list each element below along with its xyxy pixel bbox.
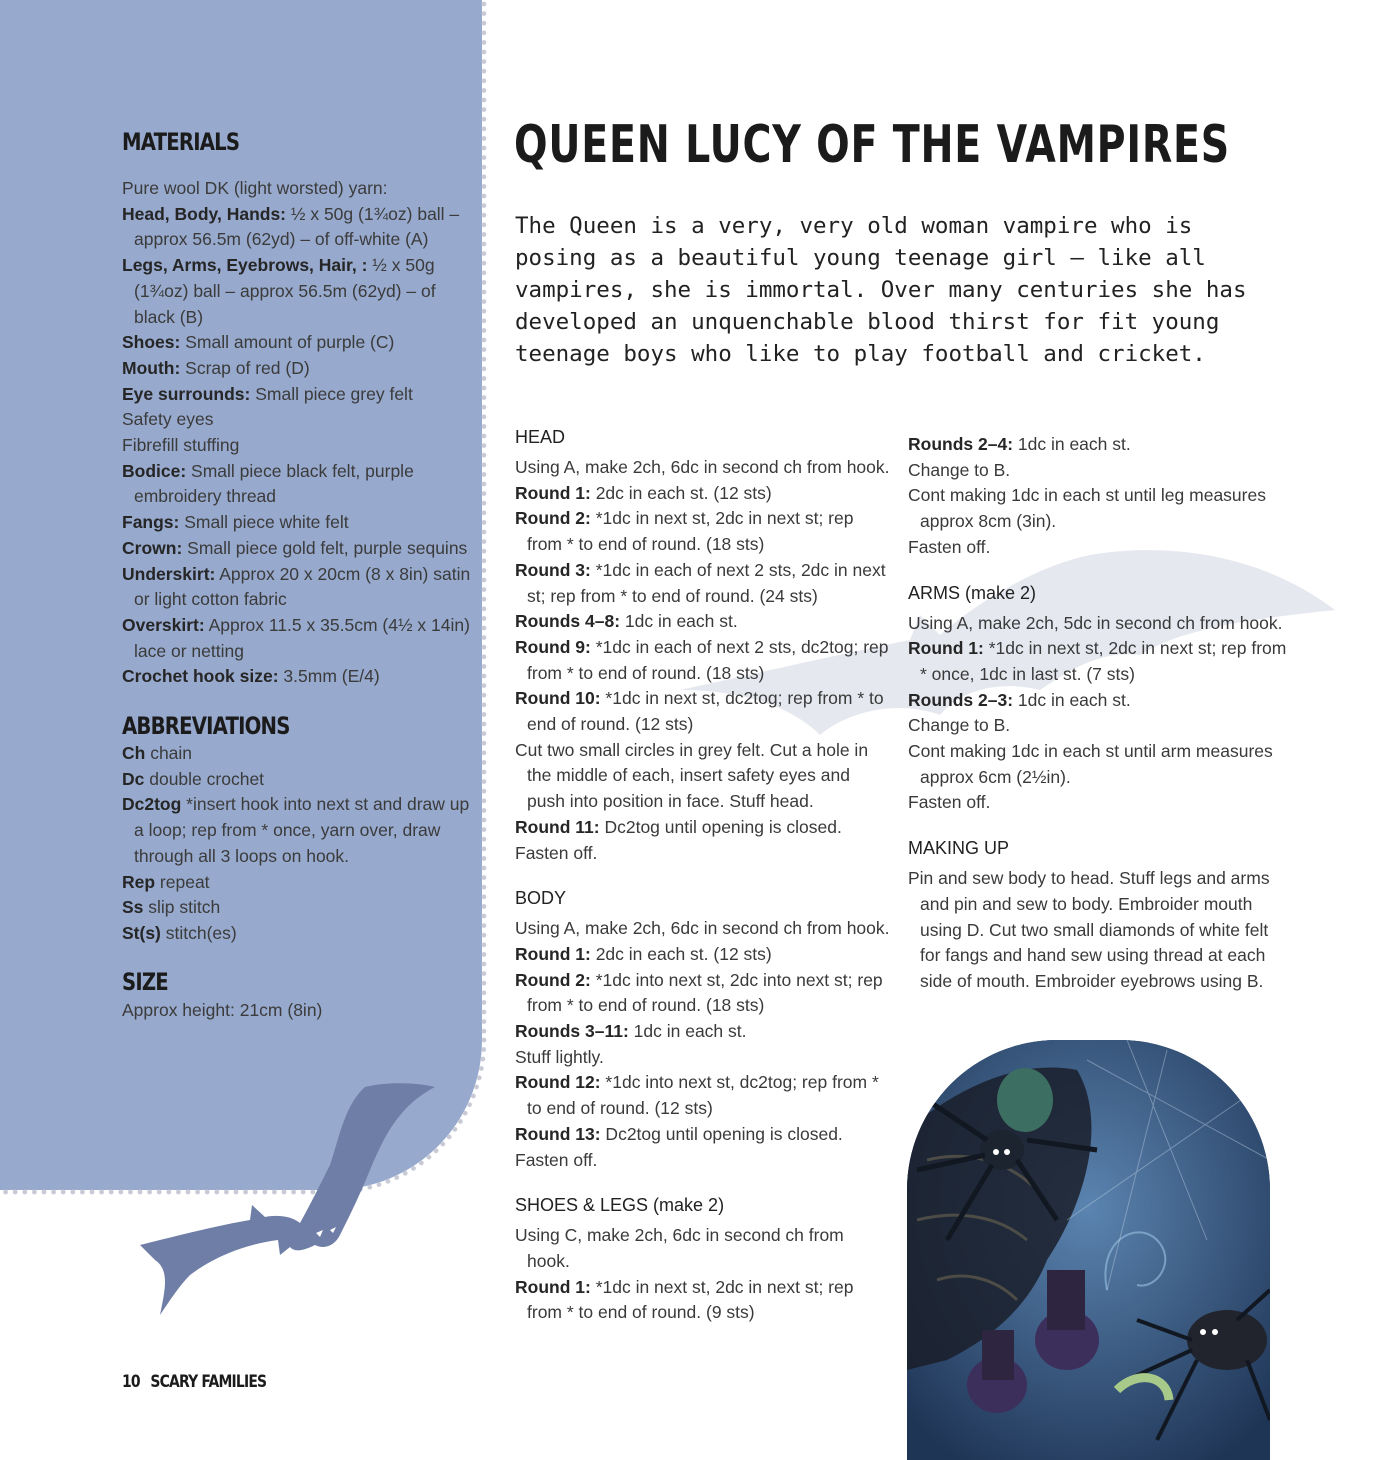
border-dot (467, 1102, 472, 1107)
border-dot (482, 501, 487, 506)
text-line (122, 356, 472, 382)
term-text: ½ x 50g (1¾oz) ball – approx 56.5m (62yd) – of off-white (A) (134, 203, 460, 250)
border-dot (482, 645, 487, 650)
term-label: Round 1: (515, 943, 591, 964)
border-dot (482, 136, 487, 141)
border-dot (482, 818, 487, 823)
border-dot (482, 117, 487, 122)
instructions-column-1 (515, 425, 890, 1326)
border-dot (482, 59, 487, 64)
term-text: *1dc in next st, 2dc in next st; rep from * to end of round. (9 sts) (527, 1276, 854, 1323)
text-line (908, 713, 1288, 739)
border-dot (482, 309, 487, 314)
border-dot (482, 462, 487, 467)
border-dot (482, 942, 487, 947)
border-dot (482, 683, 487, 688)
border-dot (482, 904, 487, 909)
border-dot (51, 1190, 56, 1195)
term-text: 2dc in each st. (12 sts) (590, 482, 772, 503)
border-dot (482, 299, 487, 304)
border-dot (482, 338, 487, 343)
text-line (515, 815, 890, 841)
border-dot (482, 21, 487, 26)
border-dot (482, 328, 487, 333)
text-line (122, 562, 472, 613)
text-line (122, 613, 472, 664)
text-line (515, 1122, 890, 1148)
border-dot (70, 1190, 75, 1195)
border-dot (482, 558, 487, 563)
text-line (908, 432, 1288, 458)
border-dot (474, 1085, 479, 1090)
border-dot (447, 1134, 452, 1139)
text-line (122, 792, 472, 869)
term-text: 1dc in each st. (1013, 434, 1131, 454)
text-line (122, 433, 472, 459)
border-dot (482, 261, 487, 266)
border-dot (471, 1094, 476, 1099)
term-text: Dc2tog until opening is closed. (599, 816, 842, 837)
text-line (122, 510, 472, 536)
border-dot (482, 568, 487, 573)
border-dot (482, 549, 487, 554)
text-line (515, 1019, 890, 1045)
border-dot (482, 270, 487, 275)
border-dot (482, 146, 487, 151)
border-dot (482, 808, 487, 813)
border-dot (482, 453, 487, 458)
border-dot (482, 981, 487, 986)
section-body (515, 455, 890, 866)
term-text: Change to B. (908, 715, 1011, 736)
term-label: Round 1: (908, 638, 984, 659)
border-dot (482, 731, 487, 736)
section-body (515, 916, 890, 1173)
border-dot (480, 1057, 485, 1062)
size-heading: SIZE (122, 968, 168, 996)
text-line (122, 330, 472, 356)
border-dot (482, 866, 487, 871)
term-label: Overskirt: (122, 614, 205, 635)
term-label: Ss (122, 897, 144, 918)
term-text: Fasten off. (515, 842, 598, 863)
border-dot (482, 597, 487, 602)
term-label: Round 3: (515, 559, 591, 580)
term-label: Shoes: (122, 332, 181, 353)
border-dot (482, 98, 487, 103)
border-dot (482, 472, 487, 477)
border-dot (482, 990, 487, 995)
border-dot (482, 750, 487, 755)
border-dot (482, 894, 487, 899)
term-text: Fasten off. (908, 536, 991, 557)
border-dot (482, 741, 487, 746)
border-dot (482, 789, 487, 794)
term-label: Legs, Arms, Eyebrows, Hair, : (122, 255, 368, 276)
border-dot (482, 722, 487, 727)
term-label: Round 2: (515, 508, 591, 529)
border-dot (482, 712, 487, 717)
text-line (515, 506, 890, 557)
border-dot (482, 923, 487, 928)
page-title: QUEEN LUCY OF THE VAMPIRES (514, 115, 1231, 175)
border-dot (482, 50, 487, 55)
term-label: St(s) (122, 922, 161, 943)
term-text: Dc2tog until opening is closed. (600, 1123, 843, 1144)
term-text: double crochet (144, 768, 265, 789)
border-dot (482, 482, 487, 487)
border-dot (482, 290, 487, 295)
term-label: Rounds 3–11: (515, 1021, 629, 1042)
term-label: Rounds 4–8: (515, 611, 621, 632)
border-dot (482, 626, 487, 631)
term-text: ½ x 50g (1¾oz) ball – approx 56.5m (62yd) – of black (B) (134, 255, 436, 327)
border-dot (109, 1190, 114, 1195)
text-line (515, 916, 890, 942)
border-dot (482, 952, 487, 957)
term-text: Safety eyes (122, 409, 214, 430)
border-dot (482, 424, 487, 429)
border-dot (482, 693, 487, 698)
page-footer (122, 1372, 266, 1392)
term-label: Dc (122, 768, 145, 789)
term-text: Small piece gold felt, purple sequins (182, 537, 468, 558)
border-dot (482, 587, 487, 592)
text-line (908, 866, 1288, 995)
term-text: Change to B. (908, 459, 1011, 480)
term-label: Rep (122, 871, 156, 892)
border-dot (482, 1000, 487, 1005)
border-dot (80, 1190, 85, 1195)
text-line (122, 253, 472, 330)
term-text: chain (145, 743, 193, 763)
text-line (908, 636, 1288, 687)
text-line (122, 870, 472, 896)
border-dot (458, 1119, 463, 1124)
term-text: *1dc in next st, 2dc in next st; rep from * once, 1dc in last st. (7 sts) (920, 638, 1287, 684)
text-line (122, 921, 472, 947)
border-dot (482, 827, 487, 832)
border-dot (479, 1066, 484, 1071)
border-dot (482, 107, 487, 112)
border-dot (482, 386, 487, 391)
border-dot (61, 1190, 66, 1195)
term-text: stitch(es) (160, 922, 237, 943)
section-body (908, 432, 1288, 561)
border-dot (482, 510, 487, 515)
term-text: Cont making 1dc in each st until leg measures approx 8cm (3in). (908, 485, 1266, 532)
term-text: *1dc in next st, 2dc in next st; rep from * to end of round. (18 sts) (527, 508, 854, 555)
term-text: Stuff lightly. (515, 1046, 604, 1067)
border-dot (482, 702, 487, 707)
text-line (122, 767, 472, 793)
term-text: Fibrefill stuffing (122, 435, 240, 456)
border-dot (482, 616, 487, 621)
text-line (908, 483, 1288, 534)
border-dot (482, 126, 487, 131)
term-label: Head, Body, Hands: (122, 203, 287, 224)
text-line (908, 458, 1288, 484)
section-name: SCARY FAMILIES (150, 1372, 267, 1392)
text-line (122, 176, 472, 202)
border-dot (482, 11, 487, 16)
text-line (515, 968, 890, 1019)
term-label: Round 11: (515, 816, 600, 837)
border-dot (482, 366, 487, 371)
border-dot (482, 232, 487, 237)
text-line (515, 1223, 890, 1274)
term-label: Fangs: (122, 512, 180, 533)
term-text: Fasten off. (515, 1149, 598, 1170)
border-dot (482, 539, 487, 544)
border-dot (482, 30, 487, 35)
section-body (908, 611, 1288, 817)
photo-spiders-lace (907, 1040, 1270, 1460)
term-label: Round 13: (515, 1123, 601, 1144)
term-text: 2dc in each st. (12 sts) (590, 943, 772, 964)
text-line (515, 686, 890, 737)
border-dot (99, 1190, 104, 1195)
size-list (122, 998, 472, 1024)
border-dot (440, 1142, 445, 1147)
materials-list (122, 176, 472, 690)
term-label: Eye surrounds: (122, 383, 251, 404)
border-dot (482, 837, 487, 842)
border-dot (482, 635, 487, 640)
border-dot (482, 242, 487, 247)
border-dot (118, 1190, 123, 1195)
section-body (515, 1223, 890, 1326)
text-line (122, 407, 472, 433)
term-label: Round 1: (515, 482, 591, 503)
text-line (908, 739, 1288, 790)
border-dot (42, 1190, 47, 1195)
text-line (515, 841, 890, 867)
border-dot (482, 491, 487, 496)
border-dot (482, 875, 487, 880)
term-label: Bodice: (122, 460, 187, 481)
term-text: Using A, make 2ch, 6dc in second ch from hook. (515, 457, 890, 477)
bat-icon (140, 1075, 440, 1315)
term-text: Small piece white felt (179, 512, 349, 533)
term-label: Round 2: (515, 969, 591, 990)
term-text: *1dc in next st, dc2tog; rep from * to end of round. (12 sts) (527, 688, 884, 735)
border-dot (482, 78, 487, 83)
section-body (908, 866, 1288, 995)
border-dot (482, 203, 487, 208)
text-line (122, 895, 472, 921)
text-line (122, 382, 472, 408)
border-dot (482, 88, 487, 93)
border-dot (482, 1029, 487, 1034)
text-line (515, 609, 890, 635)
border-dot (90, 1190, 95, 1195)
abbreviations-heading: ABBREVIATIONS (122, 712, 290, 740)
term-label: Ch (122, 743, 146, 763)
page-number: 10 (122, 1372, 140, 1392)
text-line (515, 942, 890, 968)
text-line (515, 455, 890, 481)
term-text: *1dc into next st, 2dc into next st; rep from * to end of round. (18 sts) (527, 969, 883, 1016)
term-label: Dc2tog (122, 794, 182, 815)
border-dot (482, 174, 487, 179)
border-dot (482, 194, 487, 199)
border-dot (482, 280, 487, 285)
border-dot (482, 914, 487, 919)
term-label: Rounds 2–4: (908, 434, 1014, 454)
border-dot (482, 578, 487, 583)
term-text: Using C, make 2ch, 6dc in second ch from hook. (515, 1225, 844, 1271)
border-dot (482, 395, 487, 400)
border-dot (482, 405, 487, 410)
border-dot (482, 434, 487, 439)
section-heading: HEAD (515, 427, 566, 447)
border-dot (482, 606, 487, 611)
border-dot (482, 664, 487, 669)
border-dot (482, 1019, 487, 1024)
intro-paragraph: The Queen is a very, very old woman vampire who is posing as a beautiful young teenage girl – like all vampires, she is immortal. Over many centuries she has developed an unquenchable blood thirst for fit young teenage boys who like to play football and cricket. (515, 213, 1247, 367)
term-text: Cont making 1dc in each st until arm measures approx 6cm (2½in). (908, 741, 1273, 787)
term-text: 1dc in each st. (620, 611, 738, 632)
border-dot (482, 347, 487, 352)
abbreviations-list (122, 741, 472, 947)
term-text: Cut two small circles in grey felt. Cut a hole in the middle of each, insert safety eyes and push into position in face. Stuff head. (515, 739, 869, 812)
border-dot (453, 1127, 458, 1132)
border-dot (482, 443, 487, 448)
term-text: *1dc in each of next 2 sts, 2dc in next st; rep from * to end of round. (24 sts) (527, 559, 886, 606)
border-dot (482, 184, 487, 189)
term-text: Pure wool DK (light worsted) yarn: (122, 178, 388, 198)
border-dot (482, 318, 487, 323)
border-dot (3, 1190, 8, 1195)
term-text: Scrap of red (D) (180, 357, 310, 378)
border-dot (482, 779, 487, 784)
term-text: Small piece grey felt (250, 383, 413, 404)
border-dot (482, 530, 487, 535)
text-line (908, 611, 1288, 637)
text-line (908, 790, 1288, 816)
term-label: Crown: (122, 537, 183, 558)
border-dot (482, 846, 487, 851)
term-text: Approx 20 x 20cm (8 x 8in) satin or light cotton fabric (134, 563, 471, 610)
term-text: Approx height: 21cm (8in) (122, 1000, 323, 1020)
text-line (122, 741, 472, 767)
text-line (515, 1070, 890, 1121)
term-text: Small amount of purple (C) (180, 332, 395, 353)
text-line (515, 738, 890, 815)
term-text: Fasten off. (908, 792, 991, 813)
term-label: Round 12: (515, 1072, 601, 1093)
border-dot (477, 1075, 482, 1080)
term-label: Round 9: (515, 636, 591, 657)
section-heading: MAKING UP (908, 838, 1010, 859)
term-text: Using A, make 2ch, 5dc in second ch from hook. (908, 612, 1283, 633)
section-heading: BODY (515, 888, 567, 909)
border-dot (22, 1190, 27, 1195)
term-label: Rounds 2–3: (908, 689, 1014, 710)
border-dot (482, 798, 487, 803)
term-text: slip stitch (143, 897, 221, 918)
border-dot (482, 933, 487, 938)
section-heading: SHOES & LEGS (make 2) (515, 1195, 725, 1216)
text-line (122, 664, 472, 690)
border-dot (482, 376, 487, 381)
section-heading: ARMS (make 2) (908, 582, 1037, 603)
term-text: Approx 11.5 x 35.5cm (4½ x 14in) lace or netting (134, 614, 470, 661)
text-line (122, 202, 472, 253)
text-line (122, 536, 472, 562)
term-text: 3.5mm (E/4) (278, 666, 380, 687)
border-dot (482, 520, 487, 525)
text-line (515, 1045, 890, 1071)
border-dot (482, 414, 487, 419)
border-dot (482, 885, 487, 890)
border-dot (482, 856, 487, 861)
term-label: Round 10: (515, 688, 601, 709)
term-text: *1dc in each of next 2 sts, dc2tog; rep from * to end of round. (18 sts) (527, 636, 889, 683)
text-line (515, 635, 890, 686)
border-dot (482, 2, 487, 7)
border-dot (463, 1111, 468, 1116)
border-dot (482, 357, 487, 362)
term-text: 1dc in each st. (628, 1021, 747, 1042)
border-dot (482, 760, 487, 765)
border-dot (482, 674, 487, 679)
border-dot (32, 1190, 37, 1195)
border-dot (482, 962, 487, 967)
term-text: Using A, make 2ch, 6dc in second ch from hook. (515, 918, 890, 939)
border-dot (482, 770, 487, 775)
term-label: Mouth: (122, 357, 181, 378)
materials-heading: MATERIALS (122, 128, 240, 156)
text-line (515, 558, 890, 609)
term-text: *1dc into next st, dc2tog; rep from * to end of round. (12 sts) (527, 1072, 879, 1119)
border-dot (481, 1047, 486, 1052)
text-line (515, 1148, 890, 1174)
border-dot (482, 69, 487, 74)
border-dot (482, 971, 487, 976)
text-line (122, 459, 472, 510)
term-label: Crochet hook size: (122, 666, 279, 687)
border-dot (482, 40, 487, 45)
instructions-column-2 (908, 432, 1288, 995)
border-dot (482, 1038, 487, 1043)
term-label: Round 1: (515, 1276, 591, 1297)
border-dot (482, 654, 487, 659)
border-dot (482, 165, 487, 170)
border-dot (482, 222, 487, 227)
text-line (515, 1275, 890, 1326)
term-text: repeat (155, 871, 210, 892)
border-dot (482, 1010, 487, 1015)
term-text: *insert hook into next st and draw up a loop; rep from * once, yarn over, draw through all 3 loops on hook. (134, 794, 470, 866)
border-dot (482, 251, 487, 256)
text-line (908, 688, 1288, 714)
term-label: Underskirt: (122, 563, 216, 584)
text-line (908, 535, 1288, 561)
term-text: 1dc in each st. (1013, 689, 1131, 710)
border-dot (482, 155, 487, 160)
border-dot (13, 1190, 18, 1195)
border-dot (128, 1190, 133, 1195)
text-line (122, 998, 472, 1024)
border-dot (482, 213, 487, 218)
term-text: Small piece black felt, purple embroidery thread (134, 460, 414, 507)
term-text: Pin and sew body to head. Stuff legs and arms and pin and sew to body. Embroider mouth using D. Cut two small diamonds of white felt for fangs and hand sew using thread at each side of mouth. Embroider eyebrows using B. (908, 868, 1270, 991)
text-line (515, 481, 890, 507)
